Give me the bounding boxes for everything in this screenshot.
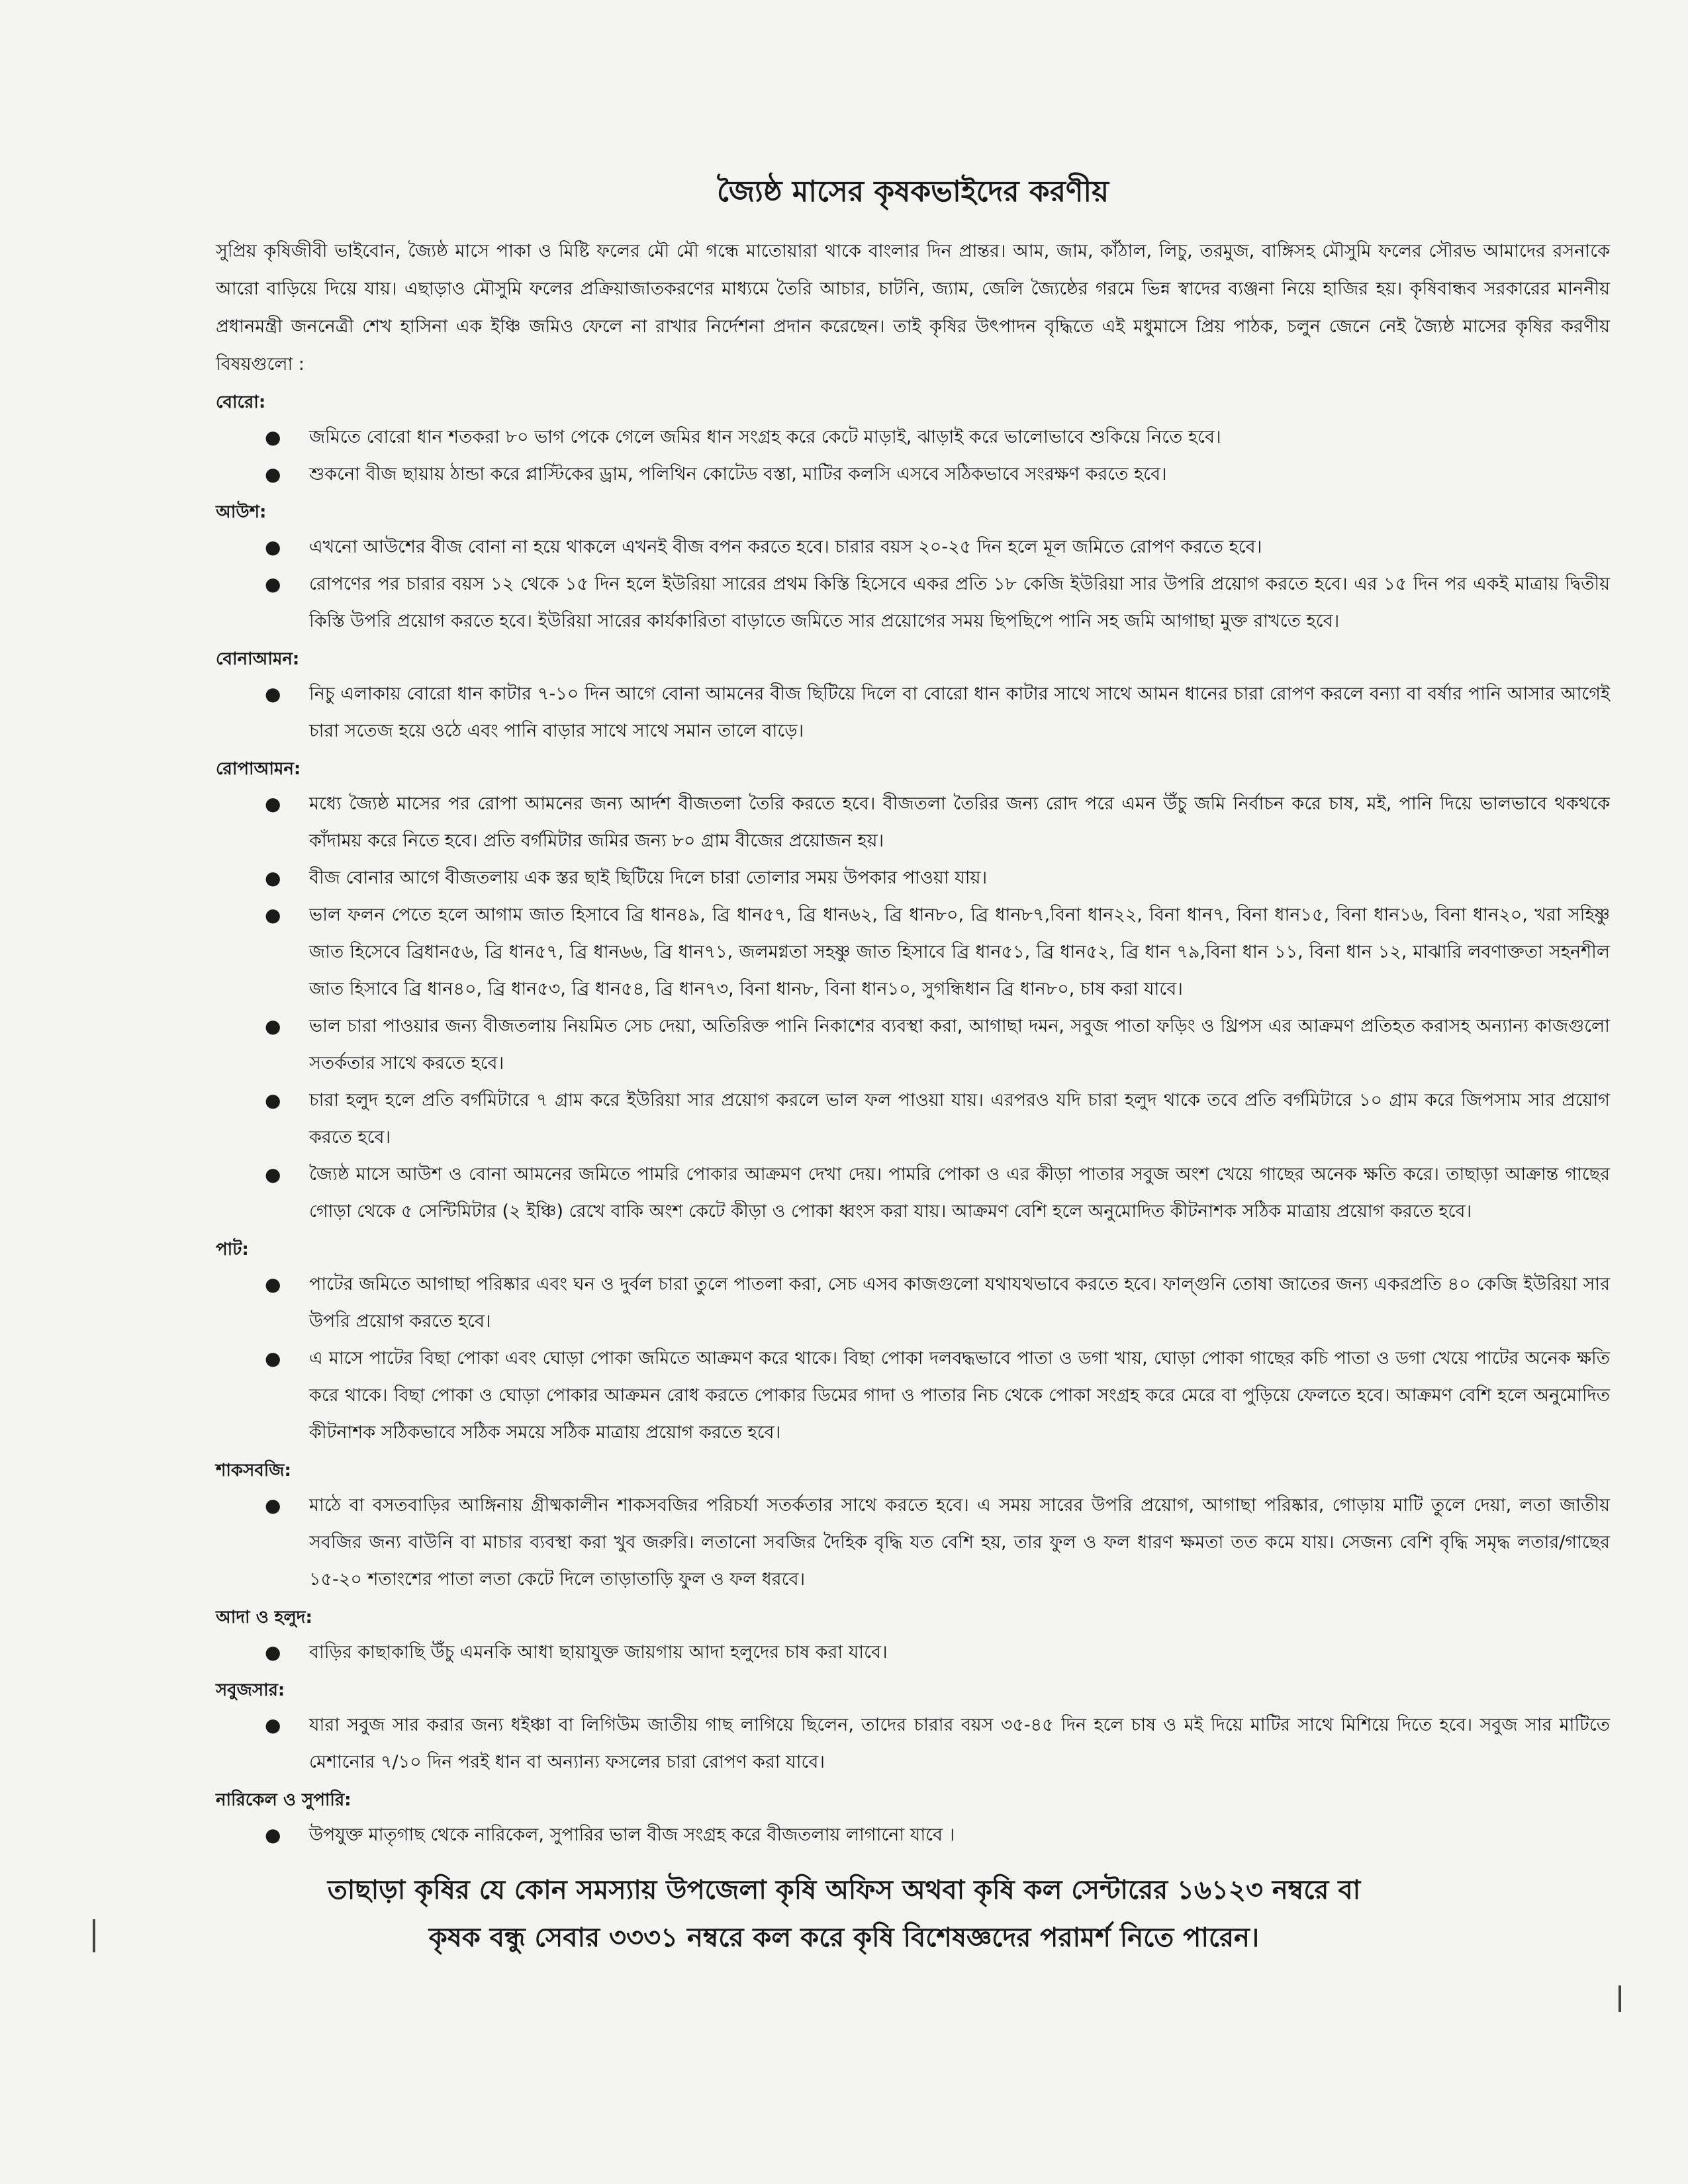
bullet-list (216, 419, 1610, 493)
scan-mark (93, 1919, 95, 1952)
section-heading: বোনাআমন: (216, 649, 300, 669)
section-heading: আউশ: (216, 502, 267, 522)
document-title: জ্যৈষ্ঠ মাসের কৃষকভাইদের করণীয় (716, 175, 1109, 208)
list-item (216, 1082, 1610, 1156)
list-item-text: মধ্যে জ্যৈষ্ঠ মাসের পর রোপা আমনের জন্য আর্দশ বীজতলা তৈরি করতে হবে। বীজতলা তৈরির জন্য রোদ পরে এমন উঁচু জমি নির্বাচন করে চাষ, মই, পানি দিয়ে ভালভাবে থকথকে কাঁদাময় করে নিতে হবে। প্রতি বর্গমিটার জমির জন্য ৮০ গ্রাম বীজের প্রয়োজন হয়। (309, 794, 1610, 851)
bullet-icon: ● (265, 1494, 281, 1516)
list-item-text: শুকনো বীজ ছায়ায় ঠান্ডা করে প্লাস্টিকের ড্রাম, পলিথিন কোটেড বস্তা, মাটির কলসি এসবে সঠিকভাবে সংরক্ষণ করতে হবে। (309, 464, 1167, 484)
section-heading: পাট: (216, 1240, 249, 1259)
list-item-text: মাঠে বা বসতবাড়ির আঙ্গিনায় গ্রীষ্মকালীন শাকসবজির পরিচর্যা সতর্কতার সাথে করতে হবে। এ সময় সারের উপরি প্রয়োগ, আগাছা পরিষ্কার, গোড়ায় মাটি তুলে দেয়া, লতা জাতীয় সবজির জন্য বাউনি বা মাচার ব্যবস্থা করা খুব জরুরি। লতানো সবজির দৈহিক বৃদ্ধি যত বেশি হয়, তার ফুল ও ফল ধারণ ক্ষমতা তত কমে যায়। সেজন্য বেশি বৃদ্ধি সমৃদ্ধ লতার/গাছের ১৫-২০ শতাংশের পাতা লতা কেটে দিলে তাড়াতাড়ি ফুল ও ফল ধরবে। (309, 1495, 1610, 1590)
section-heading: আদা ও হলুদ: (216, 1608, 312, 1627)
bullet-icon: ● (265, 904, 281, 926)
section-heading: বোরো: (216, 392, 266, 412)
bullet-icon: ● (265, 1163, 281, 1185)
bullet-list (216, 676, 1610, 750)
bullet-icon: ● (265, 793, 281, 815)
list-item (216, 860, 1610, 897)
bullet-icon: ● (265, 867, 281, 889)
list-item-text: জমিতে বোরো ধান শতকরা ৮০ ভাগ পেকে গেলে জমির ধান সংগ্রহ করে কেটে মাড়াই, ঝাড়াই করে ভালোভাবে শুকিয়ে নিতে হবে। (309, 427, 1221, 447)
bullet-list (216, 1266, 1610, 1451)
bullet-list (216, 786, 1610, 1230)
bullet-icon: ● (265, 573, 281, 595)
list-item-text: চারা হলুদ হলে প্রতি বর্গমিটারে ৭ গ্রাম করে ইউরিয়া সার প্রয়োগ করলে ভাল ফল পাওয়া যায়। এরপরও যদি চারা হলুদ থাকে তবে প্রতি বর্গমিটারে ১০ গ্রাম করে জিপসাম সার প্রয়োগ করতে হবে। (309, 1090, 1610, 1148)
section-heading: শাকসবজি: (216, 1461, 291, 1480)
bullet-icon: ● (265, 1714, 281, 1736)
list-item-text: এ মাসে পাটের বিছা পোকা এবং ঘোড়া পোকা জমিতে আক্রমণ করে থাকে। বিছা পোকা দলবদ্ধভাবে পাতা ও ডগা খায়, ঘোড়া পোকা গাছের কচি পাতা ও ডগা খেয়ে পাটের অনেক ক্ষতি করে থাকে। বিছা পোকা ও ঘোড়া পোকার আক্রমন রোধ করতে পোকার ডিমের গাদা ও পাতার নিচ থেকে পোকা সংগ্রহ করে মেরে বা পুড়িয়ে ফেলতে হবে। আক্রমণ বেশি হলে অনুমোদিত কীটনাশক সঠিকভাবে সঠিক সময়ে সঠিক মাত্রায় প্রয়োগ করতে হবে। (309, 1348, 1610, 1443)
footer-note (0, 1866, 1688, 1962)
list-item-text: পাটের জমিতে আগাছা পরিষ্কার এবং ঘন ও দুর্বল চারা তুলে পাতলা করা, সেচ এসব কাজগুলো যথাযথভাবে করতে হবে। ফাল্গুনি তোষা জাতের জন্য একরপ্রতি ৪০ কেজি ইউরিয়া সার উপরি প্রয়োগ করতে হবে। (309, 1274, 1610, 1332)
list-item (216, 566, 1610, 640)
list-item-text: জ্যৈষ্ঠ মাসে আউশ ও বোনা আমনের জমিতে পামরি পোকার আক্রমণ দেখা দেয়। পামরি পোকা ও এর কীড়া পাতার সবুজ অংশ খেয়ে গাছের অনেক ক্ষতি করে। তাছাড়া আক্রান্ত গাছের গোড়া থেকে ৫ সেন্টিমিটার (২ ইঞ্চি) রেখে বাকি অংশ কেটে কীড়া ও পোকা ধ্বংস করা যায়। আক্রমণ বেশি হলে অনুমোদিত কীটনাশক সঠিক মাত্রায় প্রয়োগ করতে হবে। (309, 1164, 1610, 1222)
list-item (216, 529, 1610, 566)
bullet-icon: ● (265, 1824, 281, 1846)
list-item-text: যারা সবুজ সার করার জন্য ধইঞ্চা বা লিগিউম জাতীয় গাছ লাগিয়ে ছিলেন, তাদের চারার বয়স ৩৫-৪৫ দিন হলে চাষ ও মই দিয়ে মাটির সাথে মিশিয়ে দিতে হবে। সবুজ সার মাটিতে মেশানোর ৭/১০ দিন পরই ধান বা অন্যান্য ফসলের চারা রোপণ করা যাবে। (309, 1715, 1610, 1772)
bullet-icon: ● (265, 1641, 281, 1663)
footer-line-2: কৃষক বন্ধু সেবার ৩৩৩১ নম্বরে কল করে কৃষি বিশেষজ্ঞদের পরামর্শ নিতে পারেন। (428, 1923, 1260, 1953)
list-item (216, 1487, 1610, 1598)
section-heading: নারিকেল ও সুপারি: (216, 1790, 352, 1810)
list-item (216, 897, 1610, 1008)
bullet-icon: ● (265, 683, 281, 705)
bullet-icon: ● (265, 463, 281, 485)
list-item-text: নিচু এলাকায় বোরো ধান কাটার ৭-১০ দিন আগে বোনা আমনের বীজ ছিটিয়ে দিলে বা বোরো ধান কাটার সাথে সাথে আমন ধানের চারা রোপণ করলে বন্যা বা বর্ষার পানি আসার আগেই চারা সতেজ হয়ে ওঠে এবং পানি বাড়ার সাথে সাথে সমান তালে বাড়ে। (309, 684, 1610, 741)
list-item-text: বাড়ির কাছাকাছি উঁচু এমনকি আধা ছায়াযুক্ত জায়গায় আদা হলুদের চাষ করা যাবে। (309, 1642, 888, 1662)
bullet-icon: ● (265, 536, 281, 558)
list-item (216, 676, 1610, 750)
sections (216, 386, 1610, 1854)
list-item (216, 1817, 1610, 1854)
list-item (216, 419, 1610, 456)
list-item-text: বীজ বোনার আগে বীজতলায় এক স্তর ছাই ছিটিয়ে দিলে চারা তোলার সময় উপকার পাওয়া যায়। (309, 868, 988, 888)
list-item-text: ভাল চারা পাওয়ার জন্য বীজতলায় নিয়মিত সেচ দেয়া, অতিরিক্ত পানি নিকাশের ব্যবস্থা করা, আগাছা দমন, সবুজ পাতা ফড়িং ও থ্রিপস এর আক্রমণ প্রতিহত করাসহ অন্যান্য কাজগুলো সতর্কতার সাথে করতে হবে। (309, 1016, 1610, 1073)
list-item-text: উপযুক্ত মাতৃগাছ থেকে নারিকেল, সুপারির ভাল বীজ সংগ্রহ করে বীজতলায় লাগানো যাবে । (309, 1825, 955, 1845)
bullet-icon: ● (265, 1273, 281, 1295)
bullet-icon: ● (265, 1347, 281, 1369)
list-item-text: এখনো আউশের বীজ বোনা না হয়ে থাকলে এখনই বীজ বপন করতে হবে। চারার বয়স ২০-২৫ দিন হলে মূল জমিতে রোপণ করতে হবে। (309, 537, 1262, 557)
list-item-text: রোপণের পর চারার বয়স ১২ থেকে ১৫ দিন হলে ইউরিয়া সারের প্রথম কিস্তি হিসেবে একর প্রতি ১৮ কেজি ইউরিয়া সার উপরি প্রয়োগ করতে হবে। এর ১৫ দিন পর একই মাত্রায় দ্বিতীয় কিস্তি উপরি প্রয়োগ করতে হবে। ইউরিয়া সারের কার্যকারিতা বাড়াতে জমিতে সার প্রয়োগের সময় ছিপছিপে পানি সহ জমি আগাছা মুক্ত রাখতে হবে। (309, 574, 1610, 631)
list-item (216, 1707, 1610, 1781)
bullet-list (216, 1487, 1610, 1598)
footer-line-1: তাছাড়া কৃষির যে কোন সমস্যায় উপজেলা কৃষি অফিস অথবা কৃষি কল সেন্টারের ১৬১২৩ নম্বরে বা (327, 1875, 1361, 1905)
bullet-icon: ● (265, 1015, 281, 1037)
document-page (216, 169, 1610, 1854)
intro-paragraph: সুপ্রিয় কৃষিজীবী ভাইবোন, জ্যৈষ্ঠ মাসে পাকা ও মিষ্টি ফলের মৌ মৌ গন্ধে মাতোয়ারা থাকে বাংলার দিন প্রান্তর। আম, জাম, কাঁঠাল, লিচু, তরমুজ, বাঙ্গিসহ মৌসুমি ফলের সৌরভ আমাদের রসনাকে আরো বাড়িয়ে দিয়ে যায়। এছাড়াও মৌসুমি ফলের প্রক্রিয়াজাতকরণের মাধ্যমে তৈরি আচার, চাটনি, জ্যাম, জেলি জ্যৈষ্ঠের গরমে ভিন্ন স্বাদের ব্যঞ্জনা নিয়ে হাজির হয়। কৃষিবান্ধব সরকারের মাননীয় প্রধানমন্ত্রী জননেত্রী শেখ হাসিনা এক ইঞ্চি জমিও ফেলে না রাখার নির্দেশনা প্রদান করেছেন। তাই কৃষির উৎপাদন বৃদ্ধিতে এই মধুমাসে প্রিয় পাঠক, চলুন জেনে নেই জ্যৈষ্ঠ মাসের কৃষির করণীয় বিষয়গুলো : (216, 241, 1610, 375)
bullet-icon: ● (265, 426, 281, 448)
section-heading: রোপাআমন: (216, 759, 301, 779)
bullet-list (216, 1707, 1610, 1781)
list-item (216, 1156, 1610, 1230)
bullet-icon: ● (265, 1089, 281, 1111)
list-item (216, 1266, 1610, 1340)
list-item (216, 456, 1610, 493)
list-item (216, 786, 1610, 860)
bullet-list (216, 1634, 1610, 1671)
bullet-list (216, 529, 1610, 640)
list-item (216, 1008, 1610, 1082)
list-item (216, 1634, 1610, 1671)
list-item-text: ভাল ফলন পেতে হলে আগাম জাত হিসাবে ব্রি ধান৪৯, ব্রি ধান৫৭, ব্রি ধান৬২, ব্রি ধান৮০, ব্রি ধান৮৭,বিনা ধান২২, বিনা ধান৭, বিনা ধান১৫, বিনা ধান১৬, বিনা ধান২০, খরা সহিষ্ণু জাত হিসেবে ব্রিধান৫৬, ব্রি ধান৫৭, ব্রি ধান৬৬, ব্রি ধান৭১, জলমগ্নতা সহষ্ণু জাত হিসাবে ব্রি ধান৫১, ব্রি ধান৫২, ব্রি ধান ৭৯,বিনা ধান ১১, বিনা ধান ১২, মাঝারি লবণাক্ততা সহনশীল জাত হিসাবে ব্রি ধান৪০, ব্রি ধান৫৩, ব্রি ধান৫৪, ব্রি ধান৭৩, বিনা ধান৮, বিনা ধান১০, সুগন্ধিধান ব্রি ধান৮০, চাষ করা যাবে। (309, 905, 1610, 999)
scan-mark (1618, 1985, 1621, 2012)
section-heading: সবুজসার: (216, 1680, 285, 1700)
bullet-list (216, 1817, 1610, 1854)
list-item (216, 1340, 1610, 1451)
